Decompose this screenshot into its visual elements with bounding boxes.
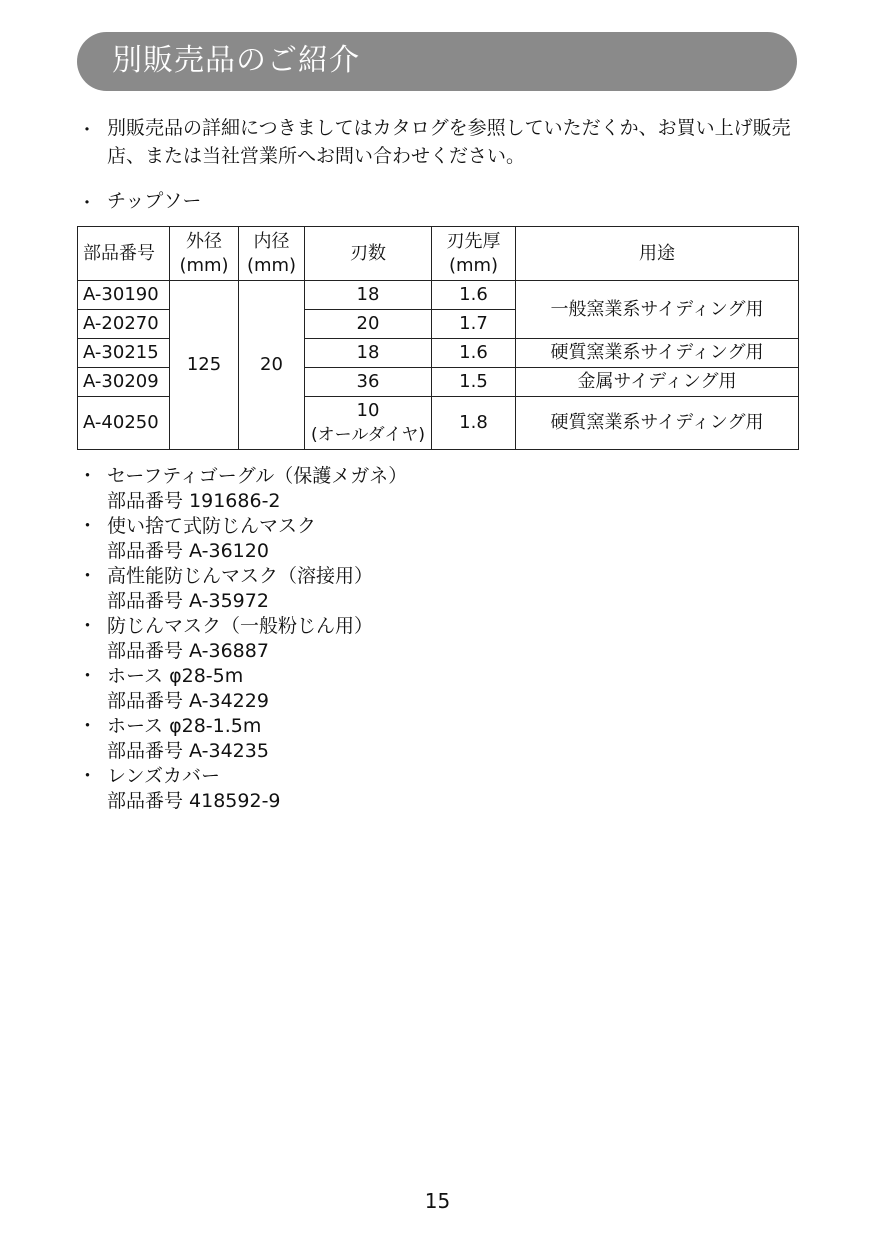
cell-teeth-value: 10 [356,400,380,421]
intro-paragraph: 別販売品の詳細につきましてはカタログを参照していただくか、お買い上げ販売店、または当社営業所へお問い合わせください。 [107,117,791,167]
table-row [78,281,799,310]
cell-part-no: A-30209 [78,368,170,397]
cell-part-no: A-30215 [78,339,170,368]
cell-part-no: A-20270 [78,310,170,339]
list-item [78,714,778,764]
cell-part-no: A-40250 [78,397,170,450]
page-title: 別販売品のご紹介 [112,43,360,78]
list-item [78,764,778,814]
header-outer-dia [170,227,239,281]
intro-bullet: ・ [78,120,96,141]
header-teeth: 刃数 [305,227,432,281]
header-tip-thickness-unit: (mm) [448,254,499,276]
accessory-list [78,464,778,814]
item-part-number: 部品番号 A-35972 [107,590,269,612]
header-outer-dia-label: 外径 [186,230,222,252]
cell-teeth: 36 [305,368,432,397]
item-part-number: 部品番号 191686-2 [107,490,281,512]
cell-teeth: 18 [305,339,432,368]
list-item [78,514,778,564]
chip-saw-heading: チップソー [107,190,202,212]
cell-usage: 金属サイディング用 [516,368,799,397]
item-name: 防じんマスク（一般粉じん用） [107,615,374,637]
list-bullet: ・ [78,565,98,587]
header-inner-dia-label: 内径 [253,230,290,252]
cell-thickness: 1.6 [432,281,516,310]
cell-thickness: 1.7 [432,310,516,339]
table-header-row [78,227,799,281]
list-bullet: ・ [78,665,98,687]
list-item [78,464,778,514]
title-banner [77,32,797,91]
cell-outer-value: 125 [170,281,239,450]
header-inner-dia [239,227,305,281]
header-tip-thickness [432,227,516,281]
cell-teeth [305,397,432,450]
item-name: ホース φ28-1.5m [107,715,262,737]
cell-teeth-note: (オールダイヤ) [311,425,425,445]
list-bullet: ・ [78,515,98,537]
cell-thickness: 1.5 [432,368,516,397]
item-name: 高性能防じんマスク（溶接用） [107,565,374,587]
item-name: セーフティゴーグル（保護メガネ） [107,465,408,487]
cell-part-no: A-30190 [78,281,170,310]
header-part-no: 部品番号 [78,227,170,281]
cell-inner-value: 20 [239,281,305,450]
list-bullet: ・ [78,765,98,787]
page-number: 15 [424,1189,451,1213]
header-usage: 用途 [516,227,799,281]
cell-thickness: 1.8 [432,397,516,450]
item-part-number: 部品番号 A-34229 [107,690,269,712]
cell-usage: 硬質窯業系サイディング用 [516,339,799,368]
header-tip-thickness-label: 刃先厚 [446,230,501,252]
cell-usage: 硬質窯業系サイディング用 [516,397,799,450]
item-name: ホース φ28-5m [107,665,244,687]
cell-teeth: 20 [305,310,432,339]
item-part-number: 部品番号 418592-9 [107,790,281,812]
list-bullet: ・ [78,715,98,737]
list-item [78,614,778,664]
cell-thickness: 1.6 [432,339,516,368]
item-name: レンズカバー [107,765,220,787]
cell-teeth: 18 [305,281,432,310]
list-bullet: ・ [78,465,98,487]
list-item [78,564,778,614]
item-part-number: 部品番号 A-34235 [107,740,269,762]
chip-saw-bullet: ・ [78,193,96,214]
list-item [78,664,778,714]
header-inner-dia-unit: (mm) [246,254,297,276]
header-outer-dia-unit: (mm) [179,254,229,276]
item-name: 使い捨て式防じんマスク [107,515,317,537]
list-bullet: ・ [78,615,98,637]
item-part-number: 部品番号 A-36120 [107,540,269,562]
item-part-number: 部品番号 A-36887 [107,640,269,662]
chip-saw-table [77,226,799,450]
cell-usage: 一般窯業系サイディング用 [516,281,799,339]
